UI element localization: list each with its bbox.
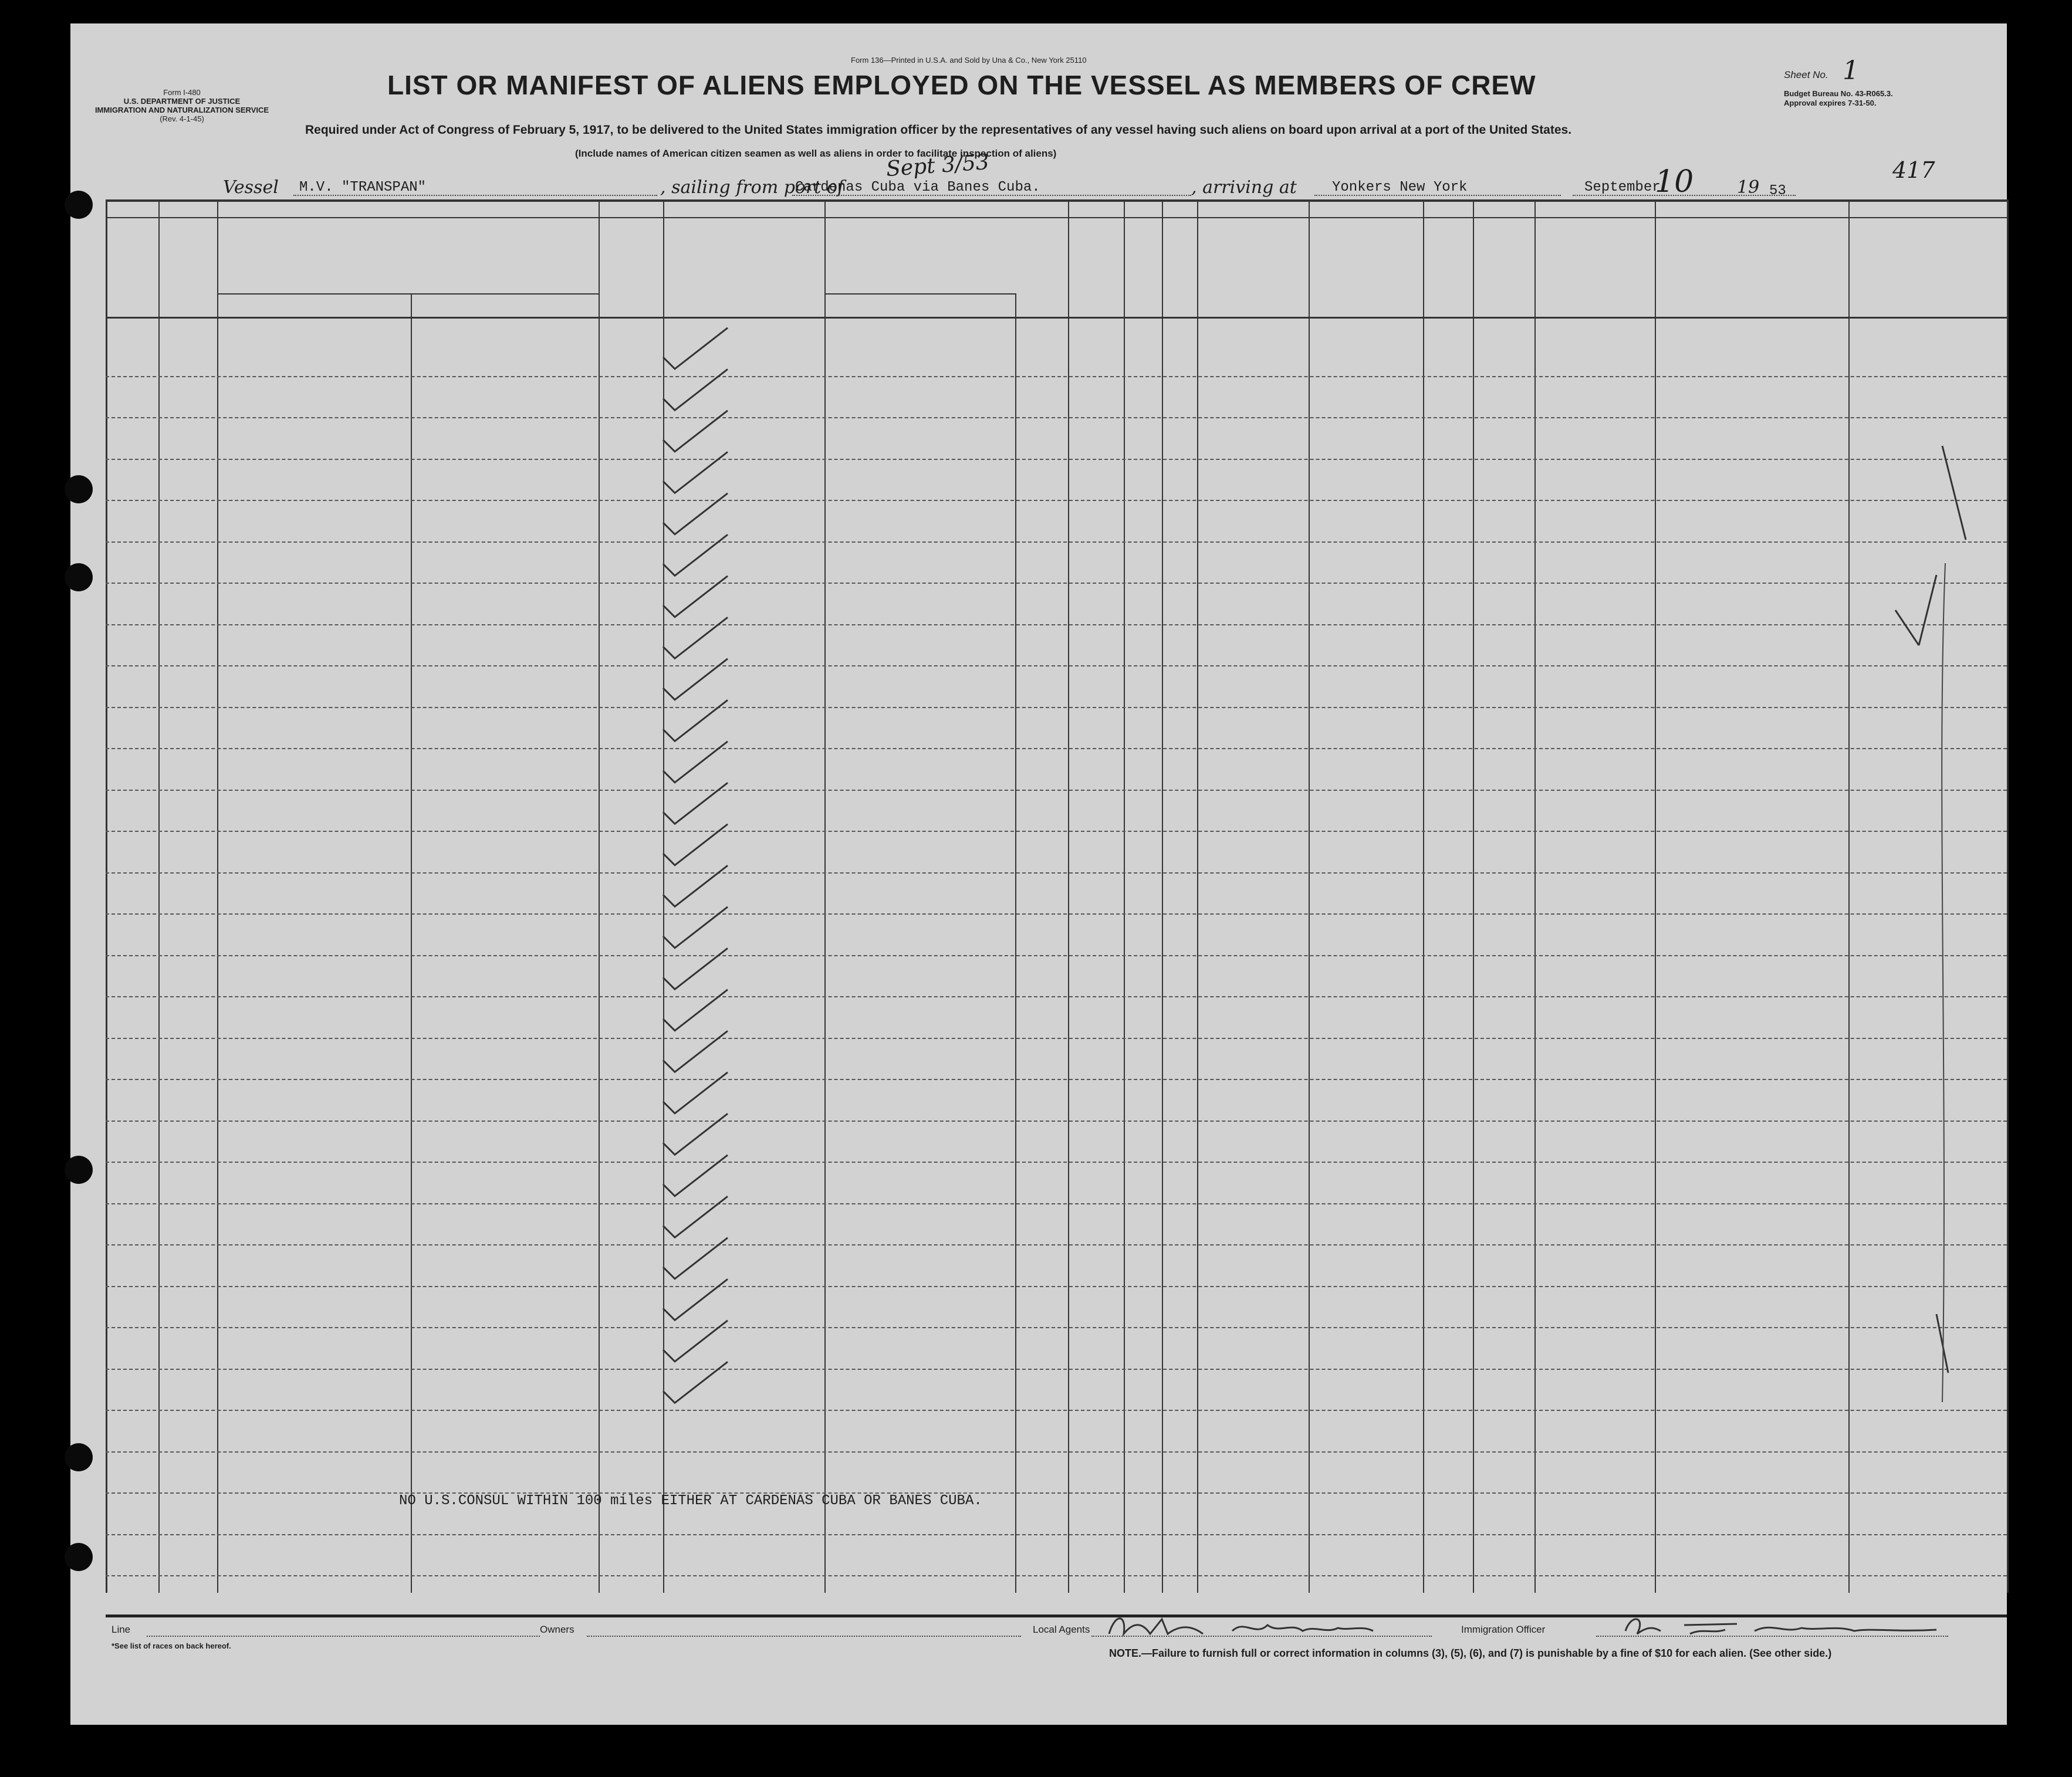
line-label: Line [111,1624,131,1635]
punch-hole [65,1543,93,1571]
punch-hole [65,475,93,503]
column-divider [1534,199,1536,1593]
row-rule [106,1534,2007,1535]
vessel-name: M.V. "TRANSPAN" [299,180,427,195]
row-rule [106,872,2007,874]
immigration-officer-label: Immigration Officer [1461,1624,1546,1635]
check-marks [70,23,2007,1725]
row-rule [106,665,2007,666]
handwritten-departure-date: Sept 3/53 [885,150,990,182]
column-divider [1015,293,1016,1593]
revision: (Rev. 4-1-45) [160,114,204,123]
owners-label: Owners [540,1624,574,1635]
table-colnum-rule [106,217,2007,218]
punch-hole [65,1443,93,1471]
column-divider [599,199,600,1593]
inspector-slash-marks [1895,446,1966,1373]
line-dots [147,1636,540,1637]
row-rule [106,1203,2007,1204]
department: U.S. DEPARTMENT OF JUSTICE [123,97,241,106]
arrival-dots [1314,195,1561,196]
stamp-number: 417 [1892,157,1935,183]
form-id-block [70,88,293,123]
arrival-port: Yonkers New York [1332,180,1468,195]
officer-dots [1596,1636,1948,1637]
row-rule [106,1286,2007,1287]
manifest-sheet [70,23,2007,1725]
row-rule [106,417,2007,418]
punch-hole [65,191,93,219]
row-rule [106,1244,2007,1245]
form-subtitle: Required under Act of Congress of February 5, 1917, to be delivered to the United States immigration officer by the representatives of any vessel having such aliens on board upon arrival at a port of the United States. [305,123,1572,137]
column-divider [411,293,412,1593]
column-divider [1423,199,1424,1593]
row-rule [106,913,2007,915]
form-title: LIST OR MANIFEST OF ALIENS EMPLOYED ON THE VESSEL AS MEMBERS OF CREW [387,70,1536,100]
row-rule [106,541,2007,543]
owners-dots [587,1636,1021,1637]
row-rule [106,1451,2007,1453]
arriving-label: , arriving at [1191,177,1297,198]
arrival-year: 53 [1769,183,1786,199]
row-rule [106,955,2007,956]
printer-line: Form 136—Printed in U.S.A. and Sold by Una & Co., New York 25110 [851,56,1087,65]
penalty-note: NOTE.—Failure to furnish full or correct information in columns (3), (5), (6), and (7) is punishable by a fine of $10 for each alien. (See other side.) [1109,1647,1832,1659]
row-rule [106,459,2007,460]
row-rule [106,583,2007,584]
column-divider [1124,199,1125,1593]
row-rule [106,1162,2007,1163]
row-rule [106,748,2007,749]
sheet-number: 1 [1843,56,1859,86]
column-divider [1162,199,1163,1593]
vessel-label: Vessel [223,177,279,198]
column-divider [217,199,218,1593]
row-rule [106,376,2007,377]
arrival-month: September [1584,180,1661,195]
row-rule [106,1369,2007,1370]
inspector-bracket-line [1942,563,1945,1402]
column-divider [1197,199,1198,1593]
row-rule [106,790,2007,791]
name-subheader-rule [217,293,599,295]
row-rule [106,707,2007,708]
column-divider [1848,199,1850,1593]
row-rule [106,1079,2007,1080]
column-divider [824,199,826,1593]
sailing-label: , sailing from port of [660,177,844,198]
row-rule [106,500,2007,501]
form-number: Form I-480 [163,88,201,97]
row-rule [106,1575,2007,1576]
local-agents-label: Local Agents [1033,1624,1090,1635]
column-divider [1655,199,1656,1593]
shipped-subheader-rule [824,293,1015,295]
service: IMMIGRATION AND NATURALIZATION SERVICE [94,106,269,114]
row-rule [106,1038,2007,1039]
approval-expiry: Approval expires 7-31-50. [1784,99,1877,107]
date-dots [1573,195,1796,196]
table-right-border [2007,199,2009,1593]
column-divider [1068,199,1069,1593]
punch-hole [65,563,93,591]
races-note: *See list of races on back hereof. [111,1641,231,1650]
column-divider [663,199,664,1593]
row-rule [106,1492,2007,1494]
check-mark [663,328,728,369]
row-rule [106,831,2007,832]
row-rule [106,624,2007,625]
punch-hole [65,1156,93,1184]
port-dots [792,195,1191,196]
agent-signature [1103,1607,1385,1643]
consul-note: NO U.S.CONSUL WITHIN 100 miles EITHER AT CARDENAS CUBA OR BANES CUBA. [399,1493,982,1509]
year-prefix: 19 [1737,177,1760,198]
row-rule [106,1121,2007,1122]
table-left-border [106,199,107,1593]
budget-bureau: Budget Bureau No. 43-R065.3. [1784,89,1893,98]
row-rule [106,996,2007,997]
vessel-dots [293,195,657,196]
table-top-rule [106,199,2007,202]
port-of-departure: Cardenas Cuba via Banes Cuba. [795,180,1040,195]
arrival-day: 10 [1655,164,1694,199]
officer-signature [1620,1607,1948,1643]
sheet-label: Sheet No. [1784,69,1828,80]
table-header-rule [106,317,2007,319]
row-rule [106,1327,2007,1328]
column-divider [1473,199,1474,1593]
row-rule [106,1410,2007,1411]
agents-dots [1091,1636,1432,1637]
column-divider [1309,199,1310,1593]
include-note: (Include names of American citizen seamen as well as aliens in order to facilitate inspection of aliens) [575,148,1057,159]
column-divider [158,199,160,1593]
